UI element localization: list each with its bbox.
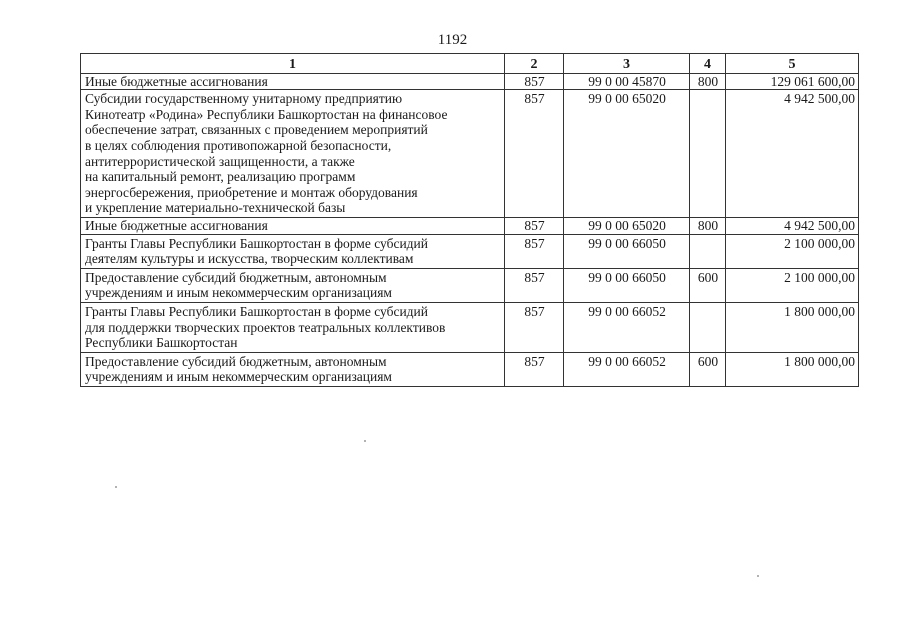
row-name	[81, 73, 505, 90]
row-type: 600	[690, 268, 726, 302]
row-type	[690, 302, 726, 352]
row-name-line: антитеррористической защищенности, а также	[85, 153, 355, 169]
row-name	[81, 352, 505, 386]
table-row	[81, 90, 859, 218]
row-name-line: на капитальный ремонт, реализацию программ	[85, 169, 356, 185]
row-name-line: Республики Башкортостан	[85, 335, 238, 351]
row-code: 857	[505, 73, 564, 90]
row-sum: 1 800 000,00	[726, 352, 859, 386]
row-sum: 4 942 500,00	[726, 90, 859, 218]
row-type: 600	[690, 352, 726, 386]
row-code: 857	[505, 352, 564, 386]
row-article: 99 0 00 65020	[564, 90, 690, 218]
row-sum: 1 800 000,00	[726, 302, 859, 352]
row-name	[81, 268, 505, 302]
header-col-4: 4	[690, 54, 726, 74]
row-article: 99 0 00 66052	[564, 302, 690, 352]
table-header-row	[81, 54, 859, 74]
row-code: 857	[505, 234, 564, 268]
page-number: 1192	[437, 32, 468, 48]
row-name	[81, 217, 505, 234]
table-row	[81, 217, 859, 234]
row-article: 99 0 00 66052	[564, 352, 690, 386]
row-name	[81, 90, 505, 218]
header-col-2: 2	[505, 54, 564, 74]
row-name-line: Иные бюджетные ассигнования	[85, 217, 268, 233]
row-article: 99 0 00 66050	[564, 234, 690, 268]
row-name	[81, 302, 505, 352]
row-name-line: Предоставление субсидий бюджетным, автономным	[85, 269, 387, 285]
table-row	[81, 302, 859, 352]
scan-speck	[364, 440, 366, 442]
row-name-line: Гранты Главы Республики Башкортостан в форме субсидий	[85, 303, 428, 319]
row-name	[81, 234, 505, 268]
table-row	[81, 234, 859, 268]
row-name-line: Субсидии государственному унитарному предприятию	[85, 91, 403, 107]
row-code: 857	[505, 217, 564, 234]
table-row	[81, 73, 859, 90]
row-name-line: в целях соблюдения противопожарной безопасности,	[85, 137, 392, 153]
row-name-line: для поддержки творческих проектов театральных коллективов	[85, 319, 446, 335]
header-col-5: 5	[726, 54, 859, 74]
row-type: 800	[690, 73, 726, 90]
row-name-line: Иные бюджетные ассигнования	[85, 73, 268, 89]
row-name-line: учреждениям и иным некоммерческим организациям	[85, 285, 392, 301]
table-row	[81, 268, 859, 302]
scan-speck	[115, 486, 117, 488]
row-code: 857	[505, 302, 564, 352]
row-type	[690, 234, 726, 268]
row-code: 857	[505, 268, 564, 302]
row-sum: 129 061 600,00	[726, 73, 859, 90]
row-name-line: Предоставление субсидий бюджетным, автономным	[85, 353, 387, 369]
table-row	[81, 352, 859, 386]
header-col-1: 1	[81, 54, 505, 74]
row-code: 857	[505, 90, 564, 218]
row-type: 800	[690, 217, 726, 234]
row-name-line: энергосбережения, приобретение и монтаж оборудования	[85, 184, 418, 200]
row-name-line: Кинотеатр «Родина» Республики Башкортостан на финансовое	[85, 106, 448, 122]
row-name-line: Гранты Главы Республики Башкортостан в форме субсидий	[85, 235, 428, 251]
row-sum: 2 100 000,00	[726, 268, 859, 302]
scan-speck	[757, 575, 759, 577]
row-name-line: обеспечение затрат, связанных с проведением мероприятий	[85, 122, 428, 138]
row-type	[690, 90, 726, 218]
header-col-3: 3	[564, 54, 690, 74]
row-sum: 4 942 500,00	[726, 217, 859, 234]
row-sum: 2 100 000,00	[726, 234, 859, 268]
row-article: 99 0 00 66050	[564, 268, 690, 302]
row-name-line: деятелям культуры и искусства, творческим коллективам	[85, 251, 414, 267]
budget-table	[80, 53, 859, 387]
row-article: 99 0 00 65020	[564, 217, 690, 234]
row-article: 99 0 00 45870	[564, 73, 690, 90]
row-name-line: и укрепление материально-технической базы	[85, 200, 346, 216]
row-name-line: учреждениям и иным некоммерческим организациям	[85, 369, 392, 385]
